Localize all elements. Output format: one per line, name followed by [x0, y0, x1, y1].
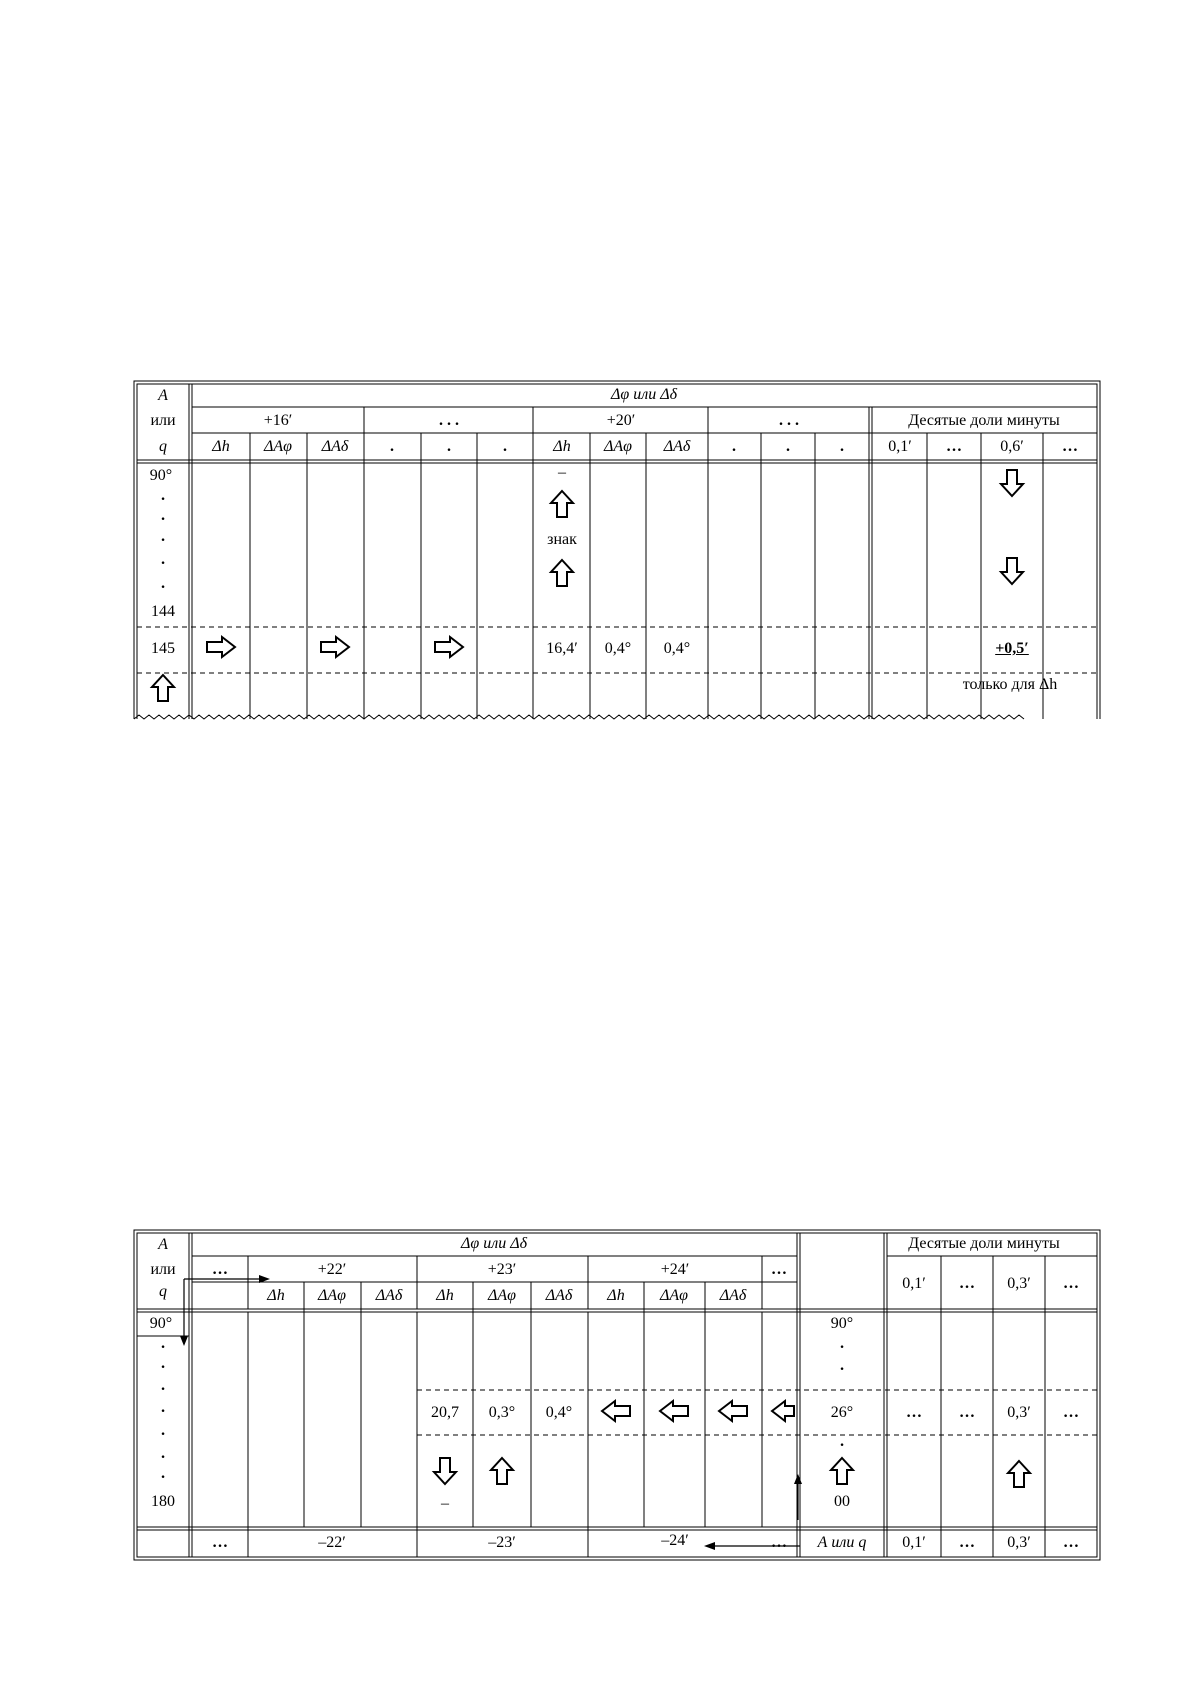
minus-sign: – [558, 464, 566, 481]
sign-word: знак [547, 531, 577, 548]
tenths-cell: … [959, 1404, 975, 1421]
dot-icon: · [160, 1426, 166, 1443]
minus-sign: – [441, 1495, 449, 1512]
sub-header: ΔAδ [719, 1287, 747, 1304]
right-arrow-icon [205, 635, 237, 659]
footer-cell: –23′ [488, 1534, 516, 1551]
span-header: Δφ или Δδ [610, 386, 678, 403]
right-arrow-icon [433, 635, 465, 659]
sub-header [322, 438, 349, 456]
tenths-col: … [1062, 438, 1078, 455]
footer-cell: –24′ [661, 1532, 689, 1549]
arg-label-a: А [158, 387, 168, 404]
group-header: … [771, 1261, 787, 1278]
sub-header-text: ΔAδ [321, 438, 349, 455]
arg-label-or: или [150, 1261, 176, 1278]
sub-header: Δh [436, 1287, 454, 1304]
dot-icon: · [839, 1437, 845, 1454]
right-arg-top: 90° [830, 1315, 854, 1332]
row-start: 90° [149, 1315, 173, 1332]
tenths-col: 0,1′ [888, 438, 912, 455]
sub-header: Δh [553, 438, 571, 455]
sub-header: . [786, 438, 790, 455]
left-arrow-icon [658, 1399, 690, 1423]
group-header: +20′ [606, 412, 636, 429]
sub-header: ΔAδ [375, 1287, 403, 1304]
right-arrow-icon [319, 635, 351, 659]
dot-icon: · [160, 1449, 166, 1466]
dot-icon: · [839, 1339, 845, 1356]
right-arg-bottom: 00 [834, 1493, 850, 1510]
sub-header: ΔAφ [487, 1287, 517, 1304]
tenths-col: … [959, 1275, 975, 1292]
row-end: 144 [151, 603, 175, 620]
row-end: 180 [151, 1493, 175, 1510]
span-header: Δφ или Δδ [460, 1235, 528, 1252]
value-cell: 0,3° [488, 1404, 516, 1421]
up-arrow-icon [150, 673, 176, 703]
right-arg-value: 26° [830, 1404, 854, 1421]
footer-cell: –22′ [318, 1534, 346, 1551]
tenths-header: Десятые доли минуты [908, 1235, 1060, 1252]
left-arrow-icon [717, 1399, 749, 1423]
left-arrow-icon [600, 1399, 632, 1423]
sub-header: Δh [607, 1287, 625, 1304]
up-arrow-icon [549, 558, 575, 588]
tenths-cell: 0,3′ [1007, 1404, 1031, 1421]
table-1 [134, 381, 1100, 721]
arg-label-a: А [158, 1236, 168, 1253]
dot-icon: · [160, 579, 166, 596]
sub-header: ΔAδ [545, 1287, 573, 1304]
sub-header: ΔAδ [663, 438, 691, 455]
dot-icon: · [160, 1469, 166, 1486]
value-cell: 0,4° [545, 1404, 573, 1421]
group-header: … [212, 1261, 228, 1278]
up-arrow-icon [549, 489, 575, 519]
down-arrow-icon [432, 1456, 458, 1486]
sub-header: ΔAφ [603, 438, 633, 455]
dot-icon: · [160, 491, 166, 508]
value-cell: 0,4° [604, 640, 632, 657]
sub-header: ΔAφ [317, 1287, 347, 1304]
footer-cell: 0,3′ [1007, 1534, 1031, 1551]
dot-icon: · [160, 1359, 166, 1376]
correction-value: +0,5′ [995, 640, 1029, 657]
table-2 [134, 1230, 1100, 1561]
sub-header: . [732, 438, 736, 455]
group-header: +22′ [317, 1261, 347, 1278]
value-cell: 0,4° [663, 640, 691, 657]
sub-header: . [390, 438, 394, 455]
footer-cell: А или q [817, 1534, 867, 1551]
tenths-col: … [946, 438, 962, 455]
arg-label-q: q [159, 1283, 167, 1300]
footer-cell: … [959, 1534, 975, 1551]
footer-cell: … [212, 1534, 228, 1551]
tenths-col: 0,3′ [1007, 1275, 1031, 1292]
group-header: . . . [779, 412, 799, 429]
sub-header-text: ΔAφ [263, 438, 293, 455]
footer-cell: … [1063, 1534, 1079, 1551]
down-arrow-icon [999, 468, 1025, 498]
up-arrow-icon [489, 1456, 515, 1486]
dot-icon: · [160, 1403, 166, 1420]
group-header: . . . [439, 412, 459, 429]
dot-icon: · [160, 555, 166, 572]
dot-icon: · [160, 1381, 166, 1398]
row-start: 90° [149, 467, 173, 484]
table-2-grid [134, 1230, 1100, 1561]
tenths-header: Десятые доли минуты [908, 412, 1060, 429]
arg-label-or: или [150, 412, 176, 429]
tenths-cell: … [1063, 1404, 1079, 1421]
row-145: 145 [151, 640, 175, 657]
dot-icon: · [160, 511, 166, 528]
sub-header: . [503, 438, 507, 455]
sub-header: ΔAφ [659, 1287, 689, 1304]
group-header: +24′ [660, 1261, 690, 1278]
sub-header: Δh [267, 1287, 285, 1304]
footer-cell: 0,1′ [902, 1534, 926, 1551]
dot-icon: · [160, 1339, 166, 1356]
arg-label-q: q [159, 438, 167, 455]
sub-header: . [840, 438, 844, 455]
tenths-col: 0,6′ [1000, 438, 1024, 455]
only-note: только для Δh [962, 676, 1058, 693]
sub-header [264, 438, 292, 456]
group-header: +16′ [263, 412, 293, 429]
tenths-col: 0,1′ [902, 1275, 926, 1292]
sub-header: Δh [212, 438, 230, 455]
value-cell: 16,4′ [546, 640, 578, 657]
left-arrow-icon [770, 1399, 794, 1423]
tenths-cell: … [906, 1404, 922, 1421]
value-cell: 20,7 [431, 1404, 459, 1421]
up-arrow-icon [1006, 1459, 1032, 1489]
table-1-grid [134, 381, 1100, 721]
group-header: +23′ [487, 1261, 517, 1278]
dot-icon: · [839, 1361, 845, 1378]
up-arrow-icon [829, 1456, 855, 1486]
down-arrow-icon [999, 556, 1025, 586]
dot-icon: · [160, 532, 166, 549]
sub-header: . [447, 438, 451, 455]
tenths-col: … [1063, 1275, 1079, 1292]
footer-cell: … [771, 1534, 787, 1551]
